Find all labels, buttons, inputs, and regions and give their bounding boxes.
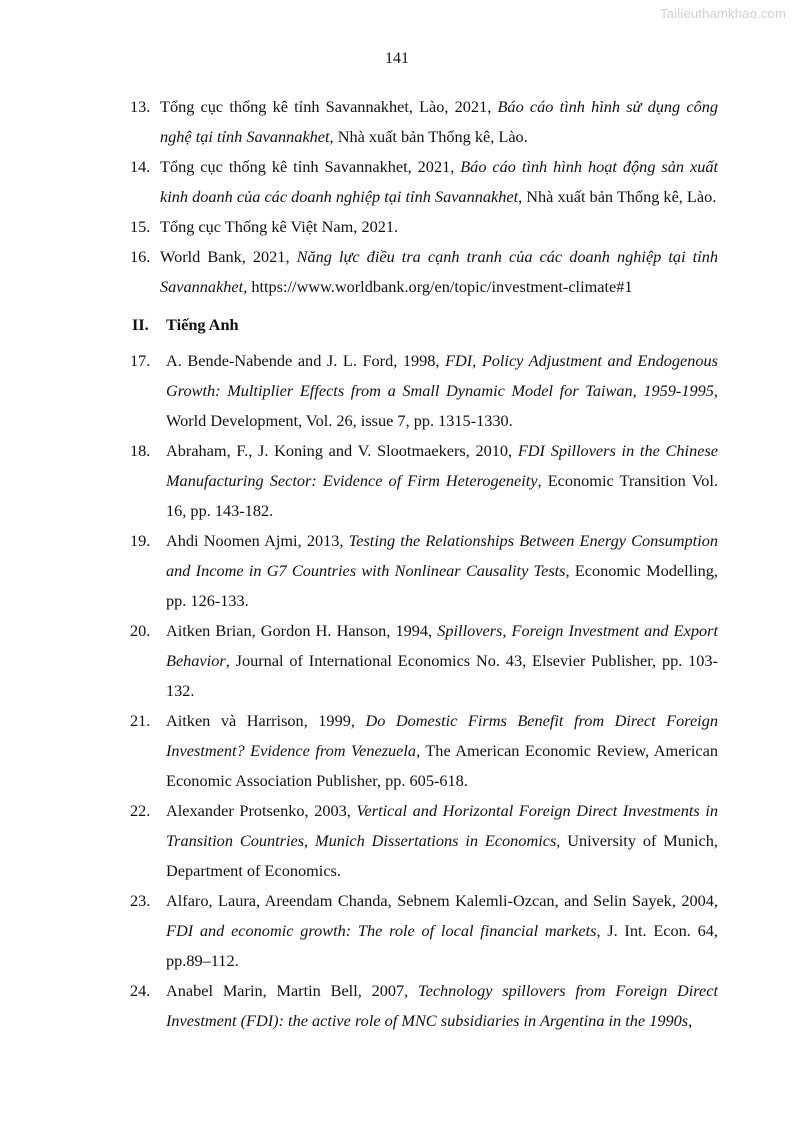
reference-item xyxy=(130,346,718,436)
reference-item xyxy=(130,886,718,976)
reference-number: 15. xyxy=(130,217,151,236)
reference-number: 20. xyxy=(130,621,151,640)
reference-title: Do Domestic Firms Benefit from Direct Foreign Investment? Evidence from Venezuela xyxy=(166,711,718,760)
reference-text xyxy=(130,212,718,242)
reference-item xyxy=(130,92,718,152)
reference-source: , xyxy=(688,1011,693,1030)
reference-source: , Economic Modelling, pp. 126-133. xyxy=(166,561,718,610)
reference-item xyxy=(130,212,718,242)
reference-title: Technology spillovers from Foreign Direct Investment (FDI): the active role of MNC subsidiaries in Argentina in the 1990s xyxy=(166,981,718,1030)
reference-title: FDI and economic growth: The role of local financial markets xyxy=(166,921,597,940)
reference-title: Báo cáo tình hình hoạt động sản xuất kinh doanh của các doanh nghiệp tại tỉnh Savannakhet xyxy=(160,157,718,206)
reference-authors: Tổng cục Thống kê Việt Nam, 2021. xyxy=(160,217,399,236)
section-number: II. xyxy=(132,315,149,334)
english-references xyxy=(130,346,718,1036)
reference-item xyxy=(130,706,718,796)
section-heading xyxy=(130,310,718,340)
reference-authors: Ahdi Noomen Ajmi, 2013, xyxy=(166,531,349,550)
reference-text xyxy=(130,242,718,302)
reference-authors: Abraham, F., J. Koning and V. Slootmaekers, 2010, xyxy=(166,441,518,460)
reference-source: , Economic Transition Vol. 16, pp. 143-182. xyxy=(166,471,718,520)
reference-number: 22. xyxy=(130,801,151,820)
reference-number: 18. xyxy=(130,441,151,460)
reference-text xyxy=(130,346,718,436)
reference-number: 17. xyxy=(130,351,151,370)
reference-source: , Nhà xuất bản Thống kê, Lào. xyxy=(518,187,717,206)
reference-source: , J. Int. Econ. 64, pp.89–112. xyxy=(166,921,718,970)
reference-title: FDI, Policy Adjustment and Endogenous Growth: Multiplier Effects from a Small Dynamic Model for Taiwan, 1959-1995 xyxy=(166,351,718,400)
reference-text xyxy=(130,152,718,212)
reference-item xyxy=(130,526,718,616)
reference-authors: Aitken Brian, Gordon H. Hanson, 1994, xyxy=(166,621,438,640)
page-number: 141 xyxy=(385,50,409,67)
reference-text xyxy=(130,886,718,976)
reference-item xyxy=(130,242,718,302)
vietnamese-references xyxy=(130,92,718,302)
reference-text xyxy=(130,976,718,1036)
reference-authors: World Bank, 2021, xyxy=(160,247,297,266)
reference-number: 24. xyxy=(130,981,151,1000)
reference-text xyxy=(130,526,718,616)
reference-source: , Journal of International Economics No. 43, Elsevier Publisher, pp. 103-132. xyxy=(166,651,718,700)
reference-item xyxy=(130,976,718,1036)
reference-authors: A. Bende-Nabende and J. L. Ford, 1998, xyxy=(166,351,446,370)
reference-number: 19. xyxy=(130,531,151,550)
reference-title: FDI Spillovers in the Chinese Manufacturing Sector: Evidence of Firm Heterogeneity xyxy=(166,441,719,490)
reference-source: Nhà xuất bản Thống kê, Lào. xyxy=(333,127,528,146)
reference-title: Testing the Relationships Between Energy Consumption and Income in G7 Countries with Nonlinear Causality Tests xyxy=(166,531,718,580)
reference-item xyxy=(130,436,718,526)
reference-title: Năng lực điều tra cạnh tranh của các doanh nghiệp tại tỉnh Savannakhet xyxy=(160,247,718,296)
section-title: Tiếng Anh xyxy=(166,315,239,334)
reference-authors: Tổng cục thống kê tỉnh Savannakhet, 2021, xyxy=(160,157,461,176)
reference-source: , The American Economic Review, American Economic Association Publisher, pp. 605-618. xyxy=(166,741,718,790)
reference-title: Spillovers, Foreign Investment and Export Behavior xyxy=(166,621,718,670)
reference-number: 21. xyxy=(130,711,151,730)
reference-item xyxy=(130,796,718,886)
reference-authors: Aitken và Harrison, 1999, xyxy=(166,711,366,730)
reference-authors: Anabel Marin, Martin Bell, 2007, xyxy=(166,981,419,1000)
reference-text xyxy=(130,706,718,796)
reference-text xyxy=(130,796,718,886)
reference-authors: Alexander Protsenko, 2003, xyxy=(166,801,357,820)
reference-source: , World Development, Vol. 26, issue 7, pp. 1315-1330. xyxy=(166,381,718,430)
watermark: Tailieuthamkhao.com xyxy=(660,6,786,21)
reference-item xyxy=(130,152,718,212)
reference-authors: Tổng cục thống kê tỉnh Savannakhet, Lào, 2021, xyxy=(160,97,498,116)
reference-list xyxy=(130,92,718,1036)
reference-source: , University of Munich, Department of Economics. xyxy=(166,831,718,880)
reference-number: 16. xyxy=(130,247,151,266)
reference-number: 23. xyxy=(130,891,151,910)
reference-text xyxy=(130,92,718,152)
reference-number: 14. xyxy=(130,157,151,176)
reference-authors: Alfaro, Laura, Areendam Chanda, Sebnem Kalemli-Ozcan, and Selin Sayek, 2004, xyxy=(166,891,718,910)
reference-source: , https://www.worldbank.org/en/topic/investment-climate#1 xyxy=(243,277,633,296)
reference-number: 13. xyxy=(130,97,151,116)
reference-item xyxy=(130,616,718,706)
reference-title: Báo cáo tình hình sử dụng công nghệ tại tỉnh Savannakhet, xyxy=(160,97,719,146)
reference-text xyxy=(130,616,718,706)
reference-title: Vertical and Horizontal Foreign Direct Investments in Transition Countries, Munich Dissertations in Economics xyxy=(166,801,718,850)
reference-text xyxy=(130,436,718,526)
